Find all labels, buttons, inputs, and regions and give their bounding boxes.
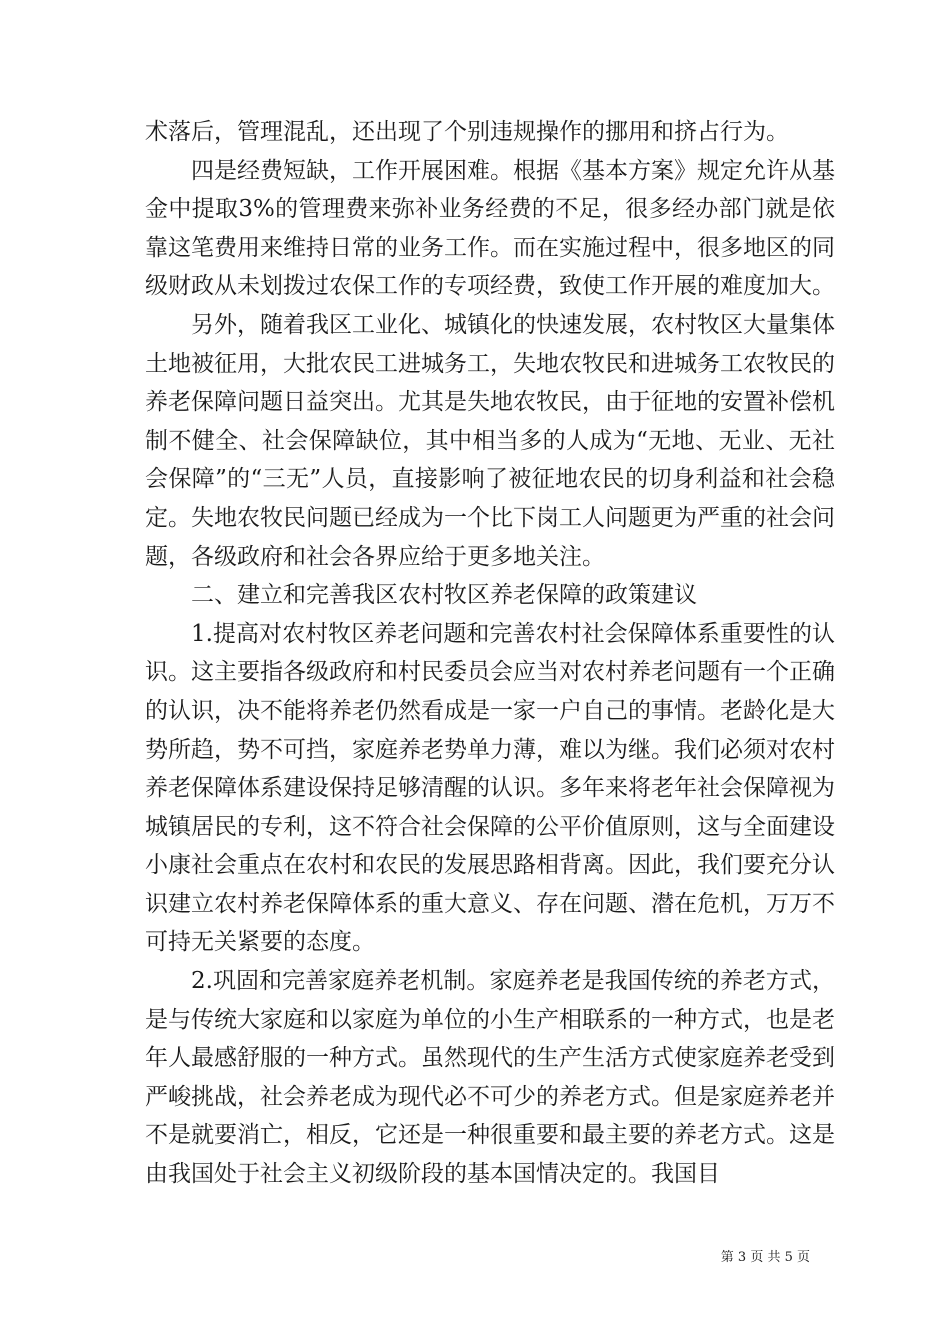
paragraph-funding-shortage: 四是经费短缺，工作开展困难。根据《基本方案》规定允许从基金中提取3%的管理费来弥补业务经费的不足，很多经办部门就是依靠这笔费用来维持日常的业务工作。而在实施过程中，很多地区的同级财政从未划拨过农保工作的专项经费，致使工作开展的难度加大。 (145, 157, 835, 300)
document-body (145, 113, 835, 1194)
paragraph-suggestion-1: 1.提高对农村牧区养老问题和完善农村社会保障体系重要性的认识。这主要指各级政府和村民委员会应当对农村养老问题有一个正确的认识，决不能将养老仍然看成是一家一户自己的事情。老龄化是大势所趋，势不可挡，家庭养老势单力薄，难以为继。我们必须对农村养老保障体系建设保持足够清醒的认识。多年来将老年社会保障视为城镇居民的专利，这不符合社会保障的公平价值原则，这与全面建设小康社会重点在农村和农民的发展思路相背离。因此，我们要充分认识建立农村养老保障体系的重大意义、存在问题、潜在危机，万万不可持无关紧要的态度。 (145, 620, 835, 956)
paragraph-suggestion-2: 2.巩固和完善家庭养老机制。家庭养老是我国传统的养老方式，是与传统大家庭和以家庭为单位的小生产相联系的一种方式，也是老年人最感舒服的一种方式。虽然现代的生产生活方式使家庭养老受到严峻挑战，社会养老成为现代必不可少的养老方式。但是家庭养老并不是就要消亡，相反，它还是一种很重要和最主要的养老方式。这是由我国处于社会主义初级阶段的基本国情决定的。我国目 (145, 968, 835, 1188)
section-heading-policy-suggestions: 二、建立和完善我区农村牧区养老保障的政策建议 (191, 582, 697, 609)
paragraph-landless-farmers: 另外，随着我区工业化、城镇化的快速发展，农村牧区大量集体土地被征用，大批农民工进城务工，失地农牧民和进城务工农牧民的养老保障问题日益突出。尤其是失地农牧民，由于征地的安置补偿机制不健全、社会保障缺位，其中相当多的人成为“无地、无业、无社会保障”的“三无”人员，直接影响了被征地农民的切身利益和社会稳定。失地农牧民问题已经成为一个比下岗工人问题更为严重的社会问题，各级政府和社会各界应给于更多地关注。 (145, 311, 835, 570)
page-number-footer: 第 3 页 共 5 页 (720, 1250, 810, 1265)
paragraph-continuation: 术落后，管理混乱，还出现了个别违规操作的挪用和挤占行为。 (145, 119, 789, 145)
